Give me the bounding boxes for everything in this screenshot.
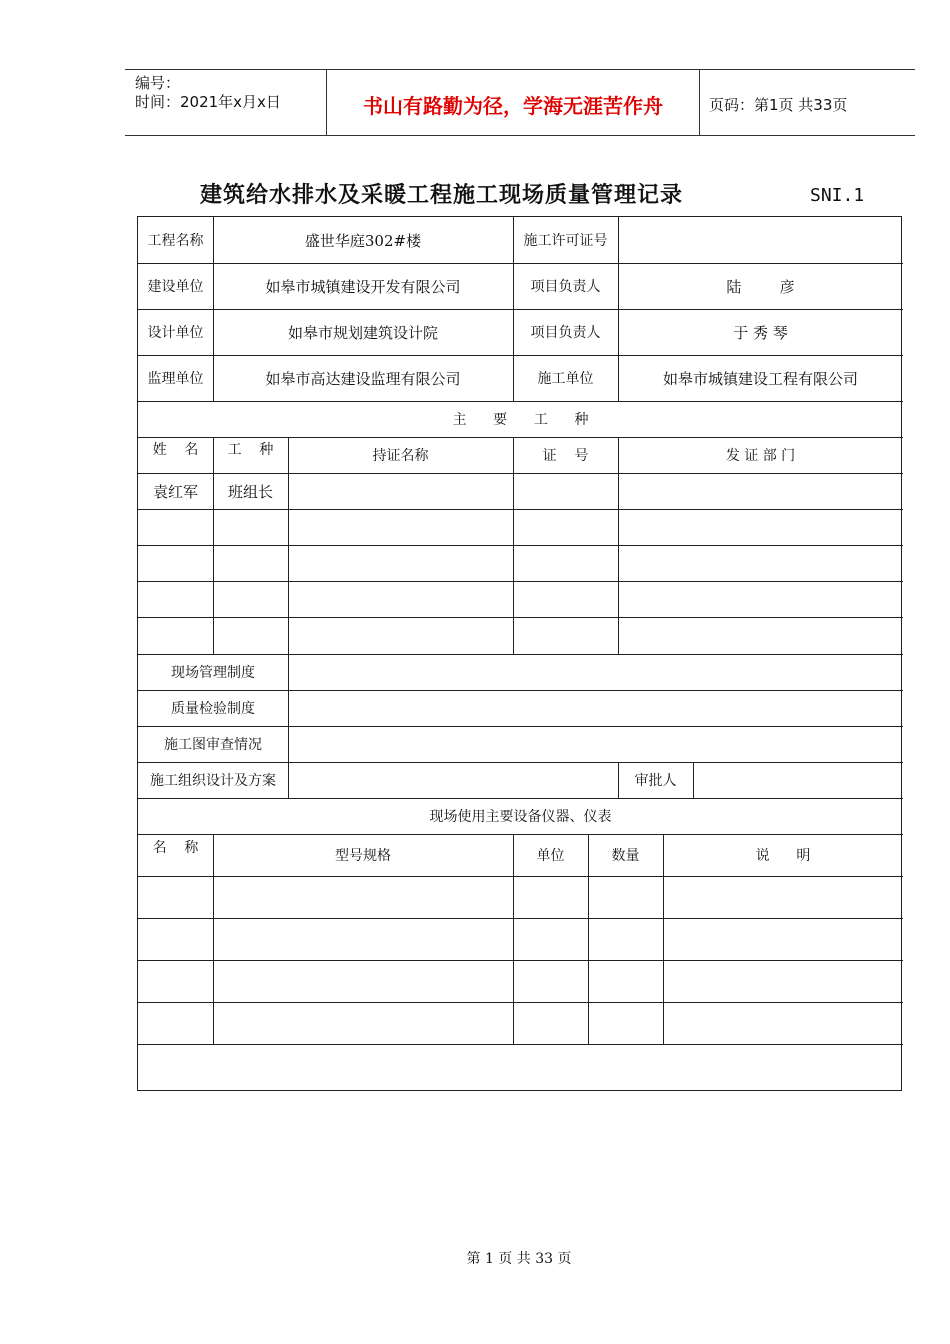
issuing-department-header: 发 证 部 门 [725, 448, 796, 464]
design-lead-label: 项目负责人 [530, 325, 601, 341]
col-rule [213, 437, 214, 654]
unit-header: 单位 [536, 848, 565, 864]
header-bottom-rule [125, 135, 915, 136]
contractor-value: 如皋市城镇建设工程有限公司 [662, 369, 858, 388]
worker-trade-header: 工 种 [227, 442, 274, 458]
approver-label: 审批人 [634, 773, 677, 789]
row-rule [138, 581, 903, 582]
drawing-review-value [288, 726, 903, 762]
page-title: 建筑给水排水及采暖工程施工现场质量管理记录 [200, 182, 684, 208]
row-rule [138, 876, 903, 877]
builder-value: 如皋市城镇建设开发有限公司 [265, 277, 461, 296]
project-lead-value: 陆 彦 [726, 277, 795, 296]
remarks-header: 说 明 [755, 848, 811, 864]
page-footer: 第 1 页 共 33 页 [466, 1251, 572, 1267]
number-label: 编号： [135, 74, 181, 92]
construction-plan-label: 施工组织设计及方案 [150, 773, 276, 789]
worker-name-cell: 袁红军 [152, 482, 198, 501]
model-spec-header: 型号规格 [335, 848, 391, 864]
certificate-name-cell [288, 473, 513, 509]
header-divider [699, 69, 700, 136]
permit-number-label: 施工许可证号 [523, 233, 608, 249]
worker-name-header: 姓 名 [152, 442, 199, 458]
form-code: SNI.1 [810, 185, 865, 206]
drawing-review-label: 施工图审查情况 [164, 737, 262, 753]
supervisor-label: 监理单位 [147, 371, 204, 387]
certificate-number-cell [513, 473, 618, 509]
design-lead-value: 于 秀 琴 [733, 323, 788, 342]
certificate-number-header: 证 号 [542, 448, 589, 464]
row-rule [138, 918, 903, 919]
time-label: 时间：2021年x月x日 [135, 93, 281, 111]
worker-trade-cell: 班组长 [227, 482, 273, 501]
quality-inspection-value [288, 690, 903, 726]
builder-label: 建设单位 [147, 279, 204, 295]
equipment-name-header: 名 称 [152, 840, 199, 856]
quantity-header: 数量 [611, 848, 640, 864]
contractor-label: 施工单位 [537, 371, 594, 387]
motto: 书山有路勤为径，学海无涯苦作舟 [363, 94, 663, 118]
workers-section-title: 主 要 工 种 [452, 412, 589, 428]
project-name-label: 工程名称 [147, 233, 204, 249]
supervisor-value: 如皋市高达建设监理有限公司 [265, 369, 461, 388]
row-rule [138, 617, 903, 618]
quality-inspection-label: 质量检验制度 [171, 701, 255, 717]
permit-number-value [618, 217, 903, 263]
site-management-value [288, 654, 903, 690]
project-lead-label: 项目负责人 [530, 279, 601, 295]
project-name-value: 盛世华庭302#楼 [304, 231, 422, 250]
row-rule [138, 509, 903, 510]
designer-value: 如皋市规划建筑设计院 [287, 323, 438, 342]
construction-plan-value [288, 762, 618, 798]
certificate-name-header: 持证名称 [372, 448, 429, 464]
approver-value [693, 762, 903, 798]
equipment-section-title: 现场使用主要设备仪器、仪表 [429, 809, 612, 825]
designer-label: 设计单位 [147, 325, 204, 341]
row-rule [138, 545, 903, 546]
row-rule [138, 1044, 903, 1045]
row-rule [138, 960, 903, 961]
row-rule [138, 1002, 903, 1003]
site-management-label: 现场管理制度 [171, 665, 255, 681]
issuing-department-cell [618, 473, 903, 509]
quality-record-form [137, 216, 902, 1091]
header-top-rule [125, 69, 915, 70]
page-info: 页码：第1页 共33页 [709, 96, 848, 114]
